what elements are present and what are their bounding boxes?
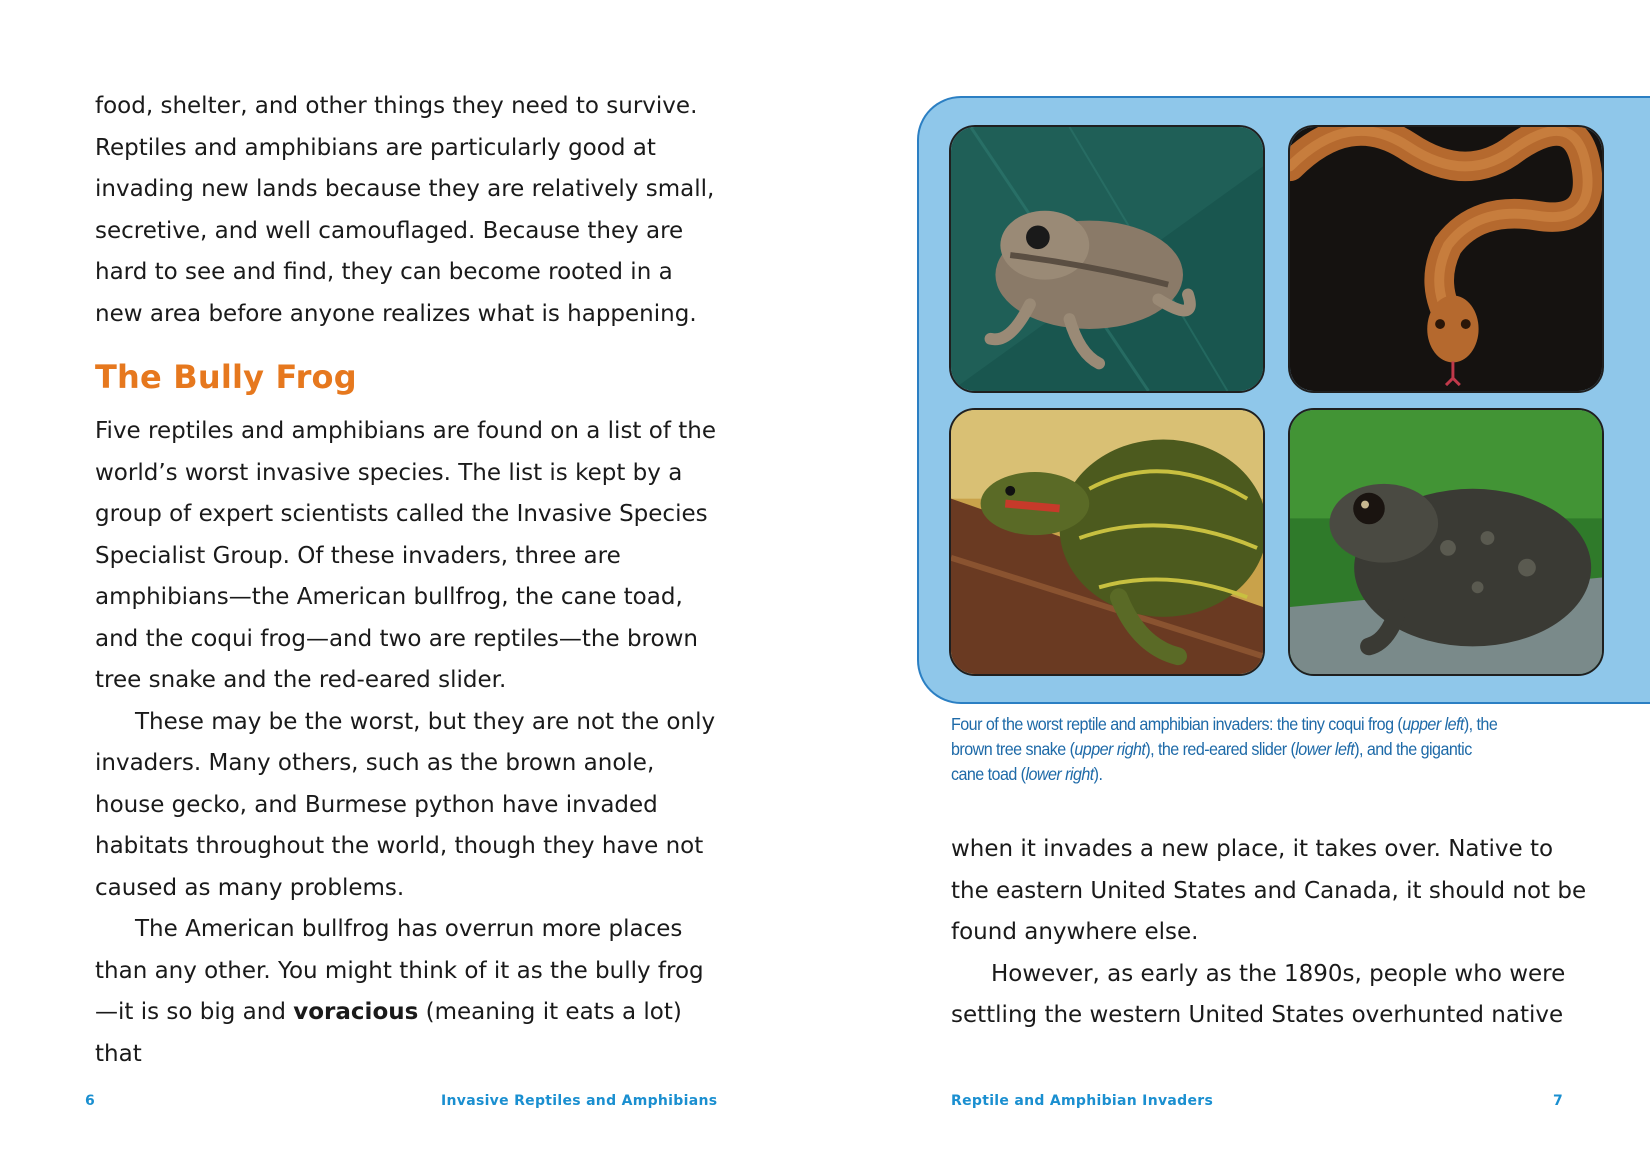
coqui-frog-photo xyxy=(949,125,1265,393)
cane-toad-photo xyxy=(1288,408,1604,676)
caption-text: Four of the worst reptile and amphibian invaders: the tiny coqui frog ( xyxy=(951,714,1403,734)
bullfrog-paragraph xyxy=(95,909,725,1075)
caption-text: ), the brown tree snake ( xyxy=(951,714,1498,759)
photo-caption xyxy=(951,712,1503,787)
other-invaders-paragraph: These may be the worst, but they are not the only invaders. Many others, such as the brown anole, house gecko, and Burmese python have invaded habitats throughout the world, though they have not caused as many problems. xyxy=(95,708,716,901)
caption-position: upper right xyxy=(1074,739,1146,759)
right-running-title: Reptile and Amphibian Invaders xyxy=(951,1093,1214,1109)
right-page-number: 7 xyxy=(1553,1093,1564,1109)
caption-text: ). xyxy=(1093,764,1103,784)
left-page-number: 6 xyxy=(85,1093,96,1109)
intro-paragraph: food, shelter, and other things they need to survive. Reptiles and amphibians are particularly good at invading new lands because they are relatively small, secretive, and well camouflaged. Because they are hard to see and find, they can become rooted in a new area before anyone realizes what is happening. xyxy=(95,93,715,327)
brown-tree-snake-photo xyxy=(1288,125,1604,393)
glossary-term: voracious xyxy=(293,999,419,1025)
left-running-title: Invasive Reptiles and Amphibians xyxy=(441,1093,718,1109)
caption-text: ), the red-eared slider ( xyxy=(1145,739,1296,759)
invasive-list-paragraph: Five reptiles and amphibians are found on a list of the world’s worst invasive species. The list is kept by a group of expert scientists called the Invasive Species Specialist Group. Of these invaders, three are amphibians—the American bullfrog, the cane toad, and the coqui frog—and two are reptiles—the brown tree snake and the red-eared slider. xyxy=(95,418,716,693)
bullfrog-text-end: (meaning it eats a lot) that xyxy=(95,999,682,1067)
caption-position: lower right xyxy=(1025,764,1094,784)
left-page-body xyxy=(95,86,725,1075)
continued-paragraph: when it invades a new place, it takes over. Native to the eastern United States and Canada, it should not be found anywhere else. xyxy=(951,836,1587,945)
caption-position: lower left xyxy=(1295,739,1355,759)
right-page-body xyxy=(951,829,1591,1037)
caption-text: ), and the gigantic cane toad ( xyxy=(951,739,1472,784)
section-heading: The Bully Frog xyxy=(95,358,357,396)
history-paragraph: However, as early as the 1890s, people who were settling the western United States overhunted native xyxy=(951,960,1566,1028)
bullfrog-text-start: The American bullfrog has overrun more places than any other. You might think of it as the bully frog—it is so big and xyxy=(95,916,704,1025)
caption-position: upper left xyxy=(1402,714,1464,734)
red-eared-slider-photo xyxy=(949,408,1265,676)
